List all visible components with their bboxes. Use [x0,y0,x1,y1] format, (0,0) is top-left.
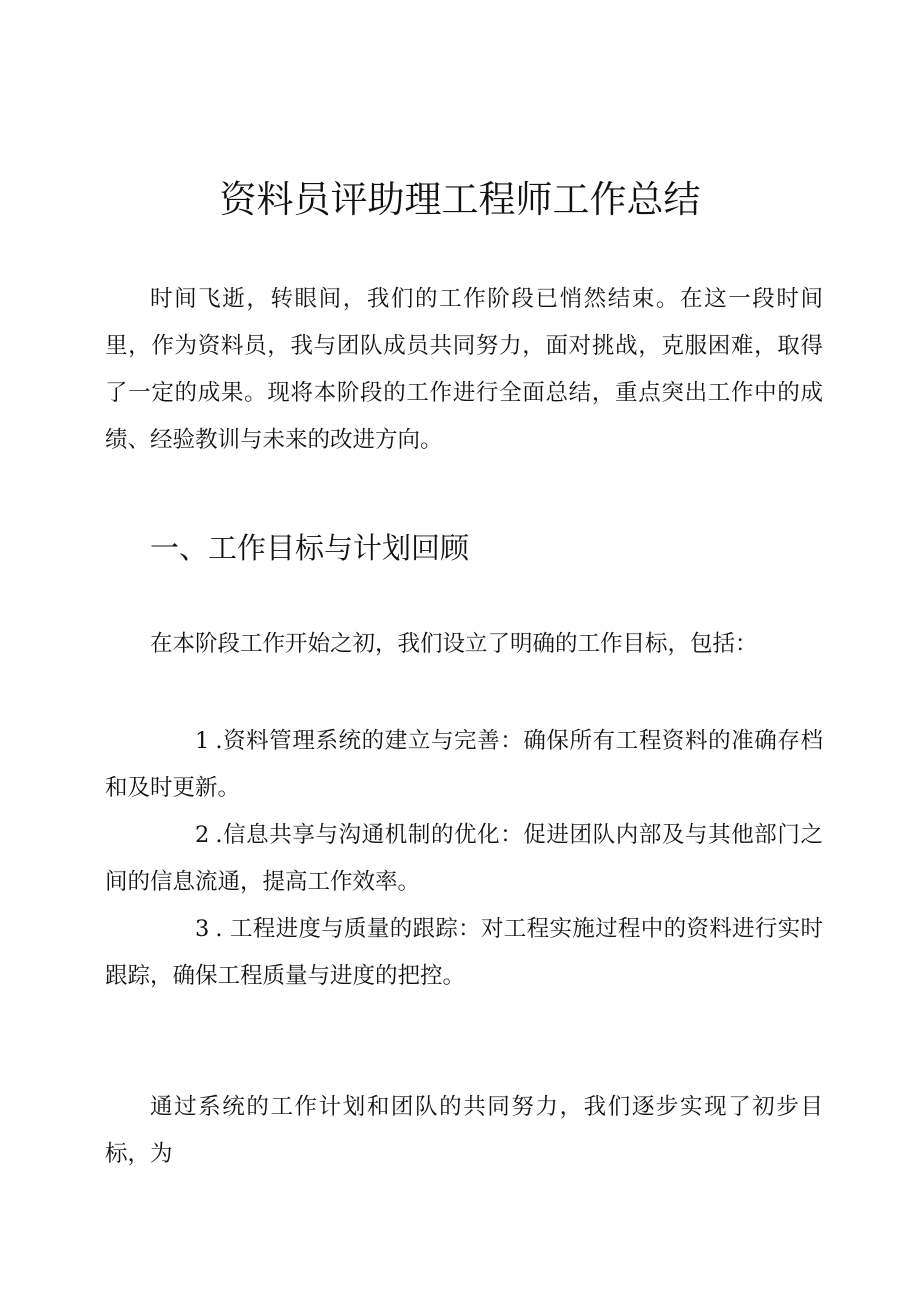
section-lead-paragraph: 在本阶段工作开始之初，我们设立了明确的工作目标，包括： [150,631,758,657]
list-item [105,718,823,812]
list-item [105,906,823,1000]
list-item-number: 1 [195,728,210,754]
section-heading: 一、工作目标与计划回顾 [150,531,470,565]
list-item-text: .信息共享与沟通机制的优化：促进团队内部及与其他部门之间的信息流通，提高工作效率。 [105,822,823,895]
list-item-number: 3 [195,916,210,942]
intro-paragraph: 时间飞逝，转眼间，我们的工作阶段已悄然结束。在这一段时间里，作为资料员，我与团队成员共同努力，面对挑战，克服困难，取得了一定的成果。现将本阶段的工作进行全面总结，重点突出工作中的成绩、经验教训与未来的改进方向。 [105,286,823,453]
closing-paragraph: 通过系统的工作计划和团队的共同努力，我们逐步实现了初步目标，为 [105,1094,823,1167]
document-title: 资料员评助理工程师工作总结 [219,178,701,221]
list-item-number: 2 [195,822,210,848]
list-item-text: .资料管理系统的建立与完善：确保所有工程资料的准确存档和及时更新。 [105,728,823,801]
list-item-text: . 工程进度与质量的跟踪：对工程实施过程中的资料进行实时跟踪，确保工程质量与进度的把控。 [105,916,823,989]
list-item [105,812,823,906]
